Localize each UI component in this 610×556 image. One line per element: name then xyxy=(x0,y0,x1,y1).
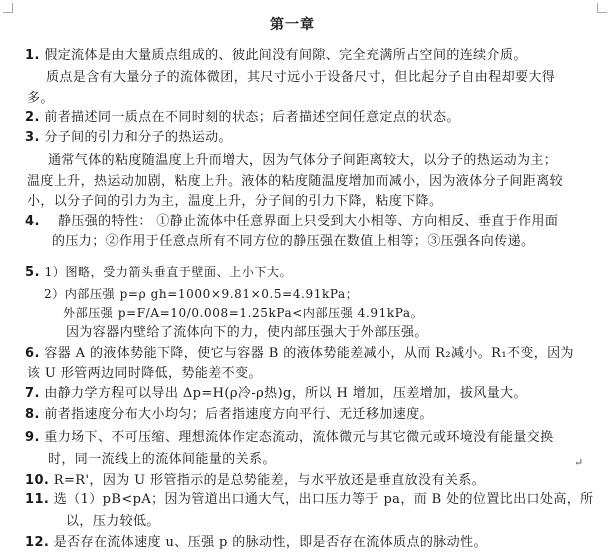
answer-line: 小，以分子间的引力为主，温度上升，分子间的引力下降，粘度下降。 xyxy=(27,194,443,209)
answer-line: 因为容器内壁给了流体向下的力，使内部压强大于外部压强。 xyxy=(66,325,428,340)
answer-line: 10. R=R'，因为 U 形管指示的是总势能差，与水平放还是垂直放没有关系。 xyxy=(25,473,486,488)
chapter-title: 第一章 xyxy=(270,17,315,33)
answer-line: 温度上升，热运动加剧，粘度上升。液体的粘度随温度增加而减小，因为液体分子间距离较 xyxy=(27,174,564,189)
page-corner-mark xyxy=(3,3,13,13)
answer-line: 时，同一流线上的流体间能量的关系。 xyxy=(48,452,276,467)
paragraph-mark-icon: ↵ xyxy=(574,456,584,469)
answer-line: 5. 1）图略，受力箭头垂直于壁面、上小下大。 xyxy=(25,265,293,280)
answer-line: 该 U 形管两边同时降低，势能差不变。 xyxy=(27,366,262,381)
answer-line: 4. 静压强的特性： ①静止流体中任意界面上只受到大小相等、方向相反、垂直于作用面 xyxy=(25,214,559,229)
answer-line: 以，压力较低。 xyxy=(66,514,160,529)
answer-line: 质点是含有大量分子的流体微团，其尺寸远小于设备尺寸，但比起分子自由程却要大得 xyxy=(46,70,556,85)
answer-line: 3. 分子间的引力和分子的热运动。 xyxy=(25,130,232,145)
answer-line: 9. 重力场下、不可压缩、理想流体作定态流动，流体微元与其它微元或环境没有能量交换 xyxy=(25,430,554,445)
answer-line: 2. 前者描述同一质点在不同时刻的状态；后者描述空间任意定点的状态。 xyxy=(25,110,460,125)
answer-line: 1. 假定流体是由大量质点组成的、彼此间没有间隙、完全充满所占空间的连续介质。 xyxy=(25,48,527,63)
answer-line: 的压力；②作用于任意点所有不同方位的静压强在数值上相等；③压强各向传递。 xyxy=(52,234,535,249)
answer-line: 8. 前者指速度分布大小均匀；后者指速度方向平行、无迁移加速度。 xyxy=(25,407,433,422)
answer-line: 6. 容器 A 的液体势能下降，使它与容器 B 的液体势能差减小，从而 R₂减小。R₁不变，因为 xyxy=(25,346,574,361)
answer-line: 2）内部压强 p=ρ gh=1000×9.81×0.5=4.91kPa； xyxy=(44,287,359,301)
answer-line: 12. 是否存在流体速度 u、压强 p 的脉动性，即是否存在流体质点的脉动性。 xyxy=(25,535,487,550)
answer-line: 7. 由静力学方程可以导出 Δp=H(ρ冷-ρ热)g，所以 H 增加，压差增加，拔风量大。 xyxy=(25,386,527,401)
answer-line: 通常气体的粘度随温度上升而增大，因为气体分子间距离较大，以分子的热运动为主； xyxy=(48,153,558,168)
answer-line: 外部压强 p=F/A=10/0.008=1.25kPa<内部压强 4.91kPa。 xyxy=(63,306,424,320)
page-corner-mark xyxy=(597,3,607,13)
answer-line: 多。 xyxy=(27,91,54,106)
answer-line: 11. 选（1）pB<pA；因为管道出口通大气，出口压力等于 pa，而 B 处的位置比出口处高，所 xyxy=(25,492,594,507)
